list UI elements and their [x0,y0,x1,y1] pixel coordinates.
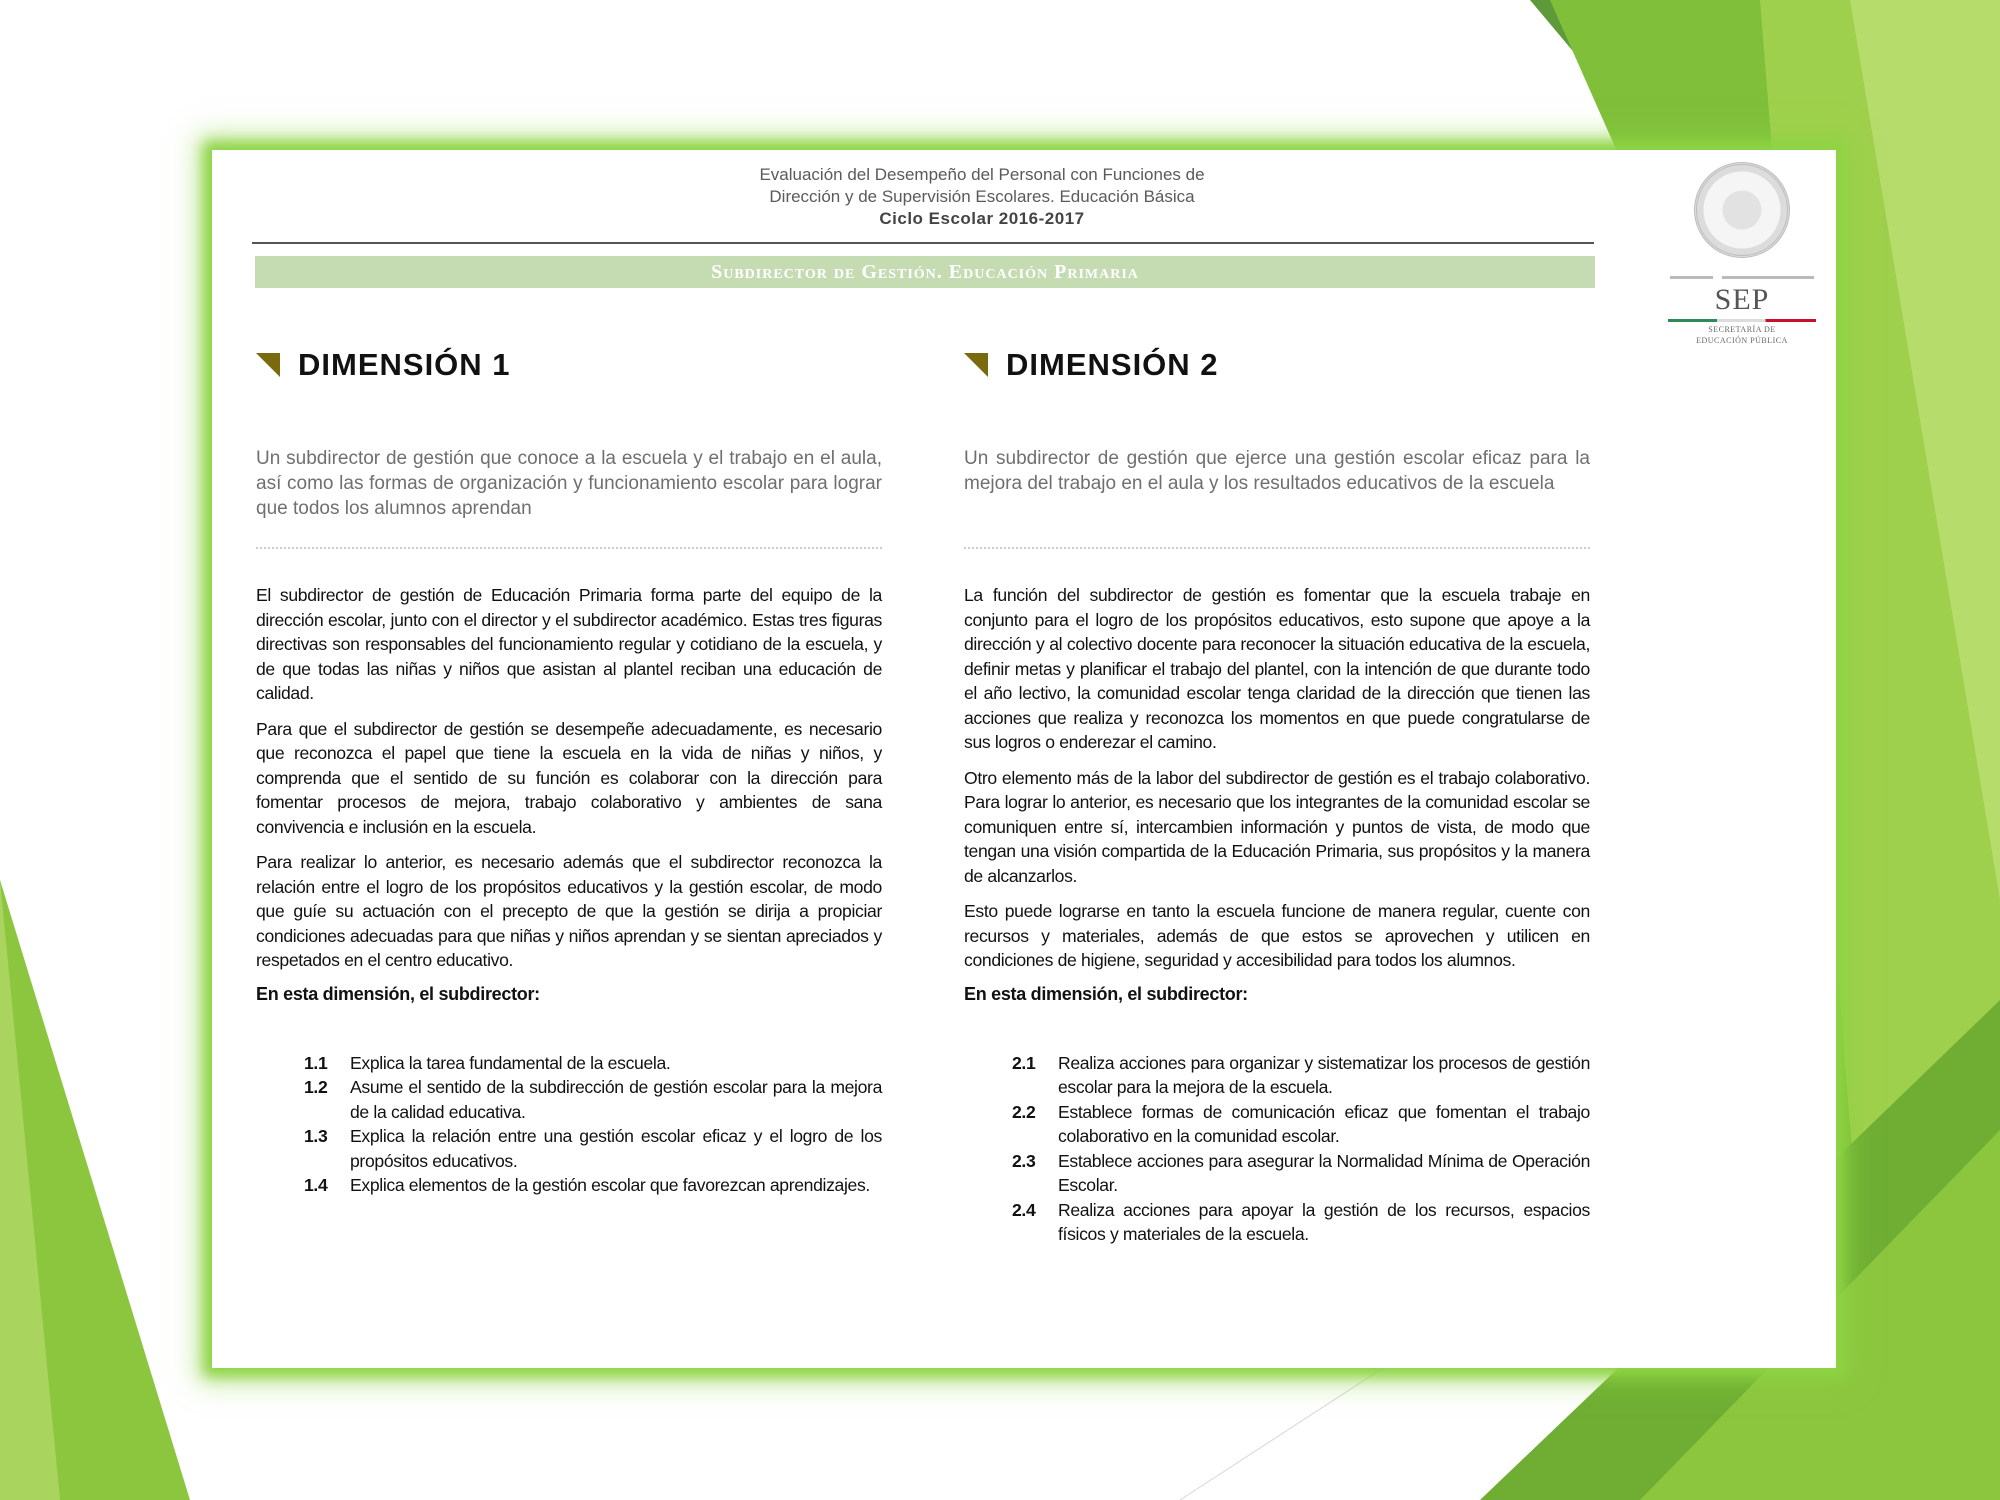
triangle-marker-icon [964,353,988,377]
header-line-2: Dirección y de Supervisión Escolares. Educación Básica [769,187,1195,206]
coat-of-arms-icon [1694,162,1790,258]
indicator-number: 1.4 [304,1175,328,1195]
paragraph: El subdirector de gestión de Educación Primaria forma parte del equipo de la dirección escolar, junto con el director y el subdirector académico. Estas tres figuras directivas son responsables del funcionamiento regular y cotidiano de la escuela, y de que todas las niñas y niños que asistan al plantel reciban una educación de calidad. [256,585,882,703]
indicator-number: 1.1 [304,1052,328,1073]
indicator-number: 1.2 [304,1077,328,1097]
section-banner: Subdirector de Gestión. Educación Primaria [255,256,1595,288]
indicator-item [304,1051,882,1076]
indicator-number: 2.3 [1012,1150,1036,1171]
indicator-text: Establece formas de comunicación eficaz que fomentan el trabajo colaborativo en la comunidad escolar. [1058,1101,1590,1146]
indicator-text: Realiza acciones para organizar y sistematizar los procesos de gestión escolar para la mejora de la escuela. [1058,1052,1590,1097]
paragraph: Esto puede lograrse en tanto la escuela funcione de manera regular, cuente con recursos y materiales, además de que estos se aprovechen y utilicen en condiciones de higiene, seguridad y accesibilidad para todos los alumnos. [964,901,1590,970]
indicator-item [1012,1100,1590,1149]
faint-diagonal-line [1180,1370,1380,1500]
paragraph: Para realizar lo anterior, es necesario además que el subdirector reconozca la relación entre el logro de los propósitos educativos y la gestión escolar, de modo que guíe su actuación con el precepto de que la gestión se dirija a propiciar condiciones adecuadas para que niñas y niños aprendan y se sientan apreciados y respetados en el centro educativo. [256,852,882,970]
triangle-marker-icon [256,353,280,377]
indicator-text: Explica la relación entre una gestión escolar eficaz y el logro de los propósitos educativos. [350,1126,882,1171]
dimension-1-heading [256,340,882,390]
dotted-divider [256,547,882,549]
paragraph: Otro elemento más de la labor del subdirector de gestión es el trabajo colaborativo. Para lograr lo anterior, es necesario que los integrantes de la comunidad escolar se comuniquen entre sí, intercambien información y puntos de vista, de modo que tengan una visión compartida de la Educación Primaria, sus propósitos y la manera de alcanzarlos. [964,767,1590,886]
dimension-2-column [964,340,1590,1247]
indicator-number: 1.3 [304,1126,328,1146]
sep-logo [1662,162,1822,362]
indicator-number: 2.2 [1012,1101,1036,1122]
dimension-1-indicators [304,1051,882,1198]
document-page [212,150,1836,1368]
header-line-1: Evaluación del Desempeño del Personal con Funciones de [759,165,1205,184]
indicator-item [1012,1149,1590,1198]
dimension-2-title: DIMENSIÓN 2 [1006,347,1219,382]
header-divider [252,242,1594,244]
logo-divider [1670,276,1814,279]
dimension-1-subtitle: Un subdirector de gestión que conoce a la escuela y el trabajo en el aula, así como las formas de organización y funcionamiento escolar para lograr que todos los alumnos aprendan [256,448,882,519]
indicator-number: 2.1 [1012,1052,1036,1073]
dimension-2-heading [964,340,1590,390]
indicator-item [304,1124,882,1173]
paragraph: Para que el subdirector de gestión se desempeñe adecuadamente, es necesario que reconozca el papel que tiene la escuela en la vida de niñas y niños, y comprenda que el sentido de su función es colaborar con la dirección para fomentar procesos de mejora, trabajo colaborativo y ambientes de sana convivencia e inclusión en la escuela. [256,718,882,837]
indicator-text: Explica la tarea fundamental de la escuela. [350,1052,671,1073]
dimension-2-body [964,583,1590,1247]
document-header [682,164,1282,230]
dimension-1-lead-in: En esta dimensión, el subdirector: [256,983,540,1004]
dimension-1-body [256,583,882,1198]
header-cycle: Ciclo Escolar 2016-2017 [879,209,1085,228]
indicator-text: Establece acciones para asegurar la Normalidad Mínima de Operación Escolar. [1058,1150,1590,1195]
indicator-text: Realiza acciones para apoyar la gestión de los recursos, espacios físicos y materiales de la escuela. [1058,1199,1590,1244]
indicator-text: Explica elementos de la gestión escolar que favorezcan aprendizajes. [350,1175,870,1195]
dimension-2-lead-in: En esta dimensión, el subdirector: [964,983,1248,1004]
logo-flag-bar [1668,319,1816,322]
logo-title: SEP [1714,283,1770,316]
logo-subtitle-1: SECRETARÍA DE [1708,325,1776,334]
dimension-1-title: DIMENSIÓN 1 [298,347,511,382]
indicator-item [1012,1198,1590,1247]
dimension-2-indicators [1012,1051,1590,1247]
indicator-item [304,1075,882,1124]
indicator-number: 2.4 [1012,1199,1036,1220]
dotted-divider [964,547,1590,549]
dimension-1-column [256,340,882,1198]
paragraph: La función del subdirector de gestión es fomentar que la escuela trabaje en conjunto para el logro de los propósitos educativos, esto supone que apoye a la dirección y al colectivo docente para reconocer la situación educativa de la escuela, definir metas y planificar el trabajo del plantel, con la intención de que durante todo el año lectivo, la comunidad escolar tenga claridad de la dirección que tienen las acciones que realiza y reconozca los momentos en que puede congratularse de sus logros o enderezar el camino. [964,585,1590,752]
indicator-item [1012,1051,1590,1100]
indicator-text: Asume el sentido de la subdirección de gestión escolar para la mejora de la calidad educativa. [350,1077,882,1122]
indicator-item [304,1173,882,1198]
logo-subtitle-2: EDUCACIÓN PÚBLICA [1696,336,1788,345]
dimension-2-subtitle: Un subdirector de gestión que ejerce una gestión escolar eficaz para la mejora del trabajo en el aula y los resultados educativos de la escuela [964,448,1590,494]
